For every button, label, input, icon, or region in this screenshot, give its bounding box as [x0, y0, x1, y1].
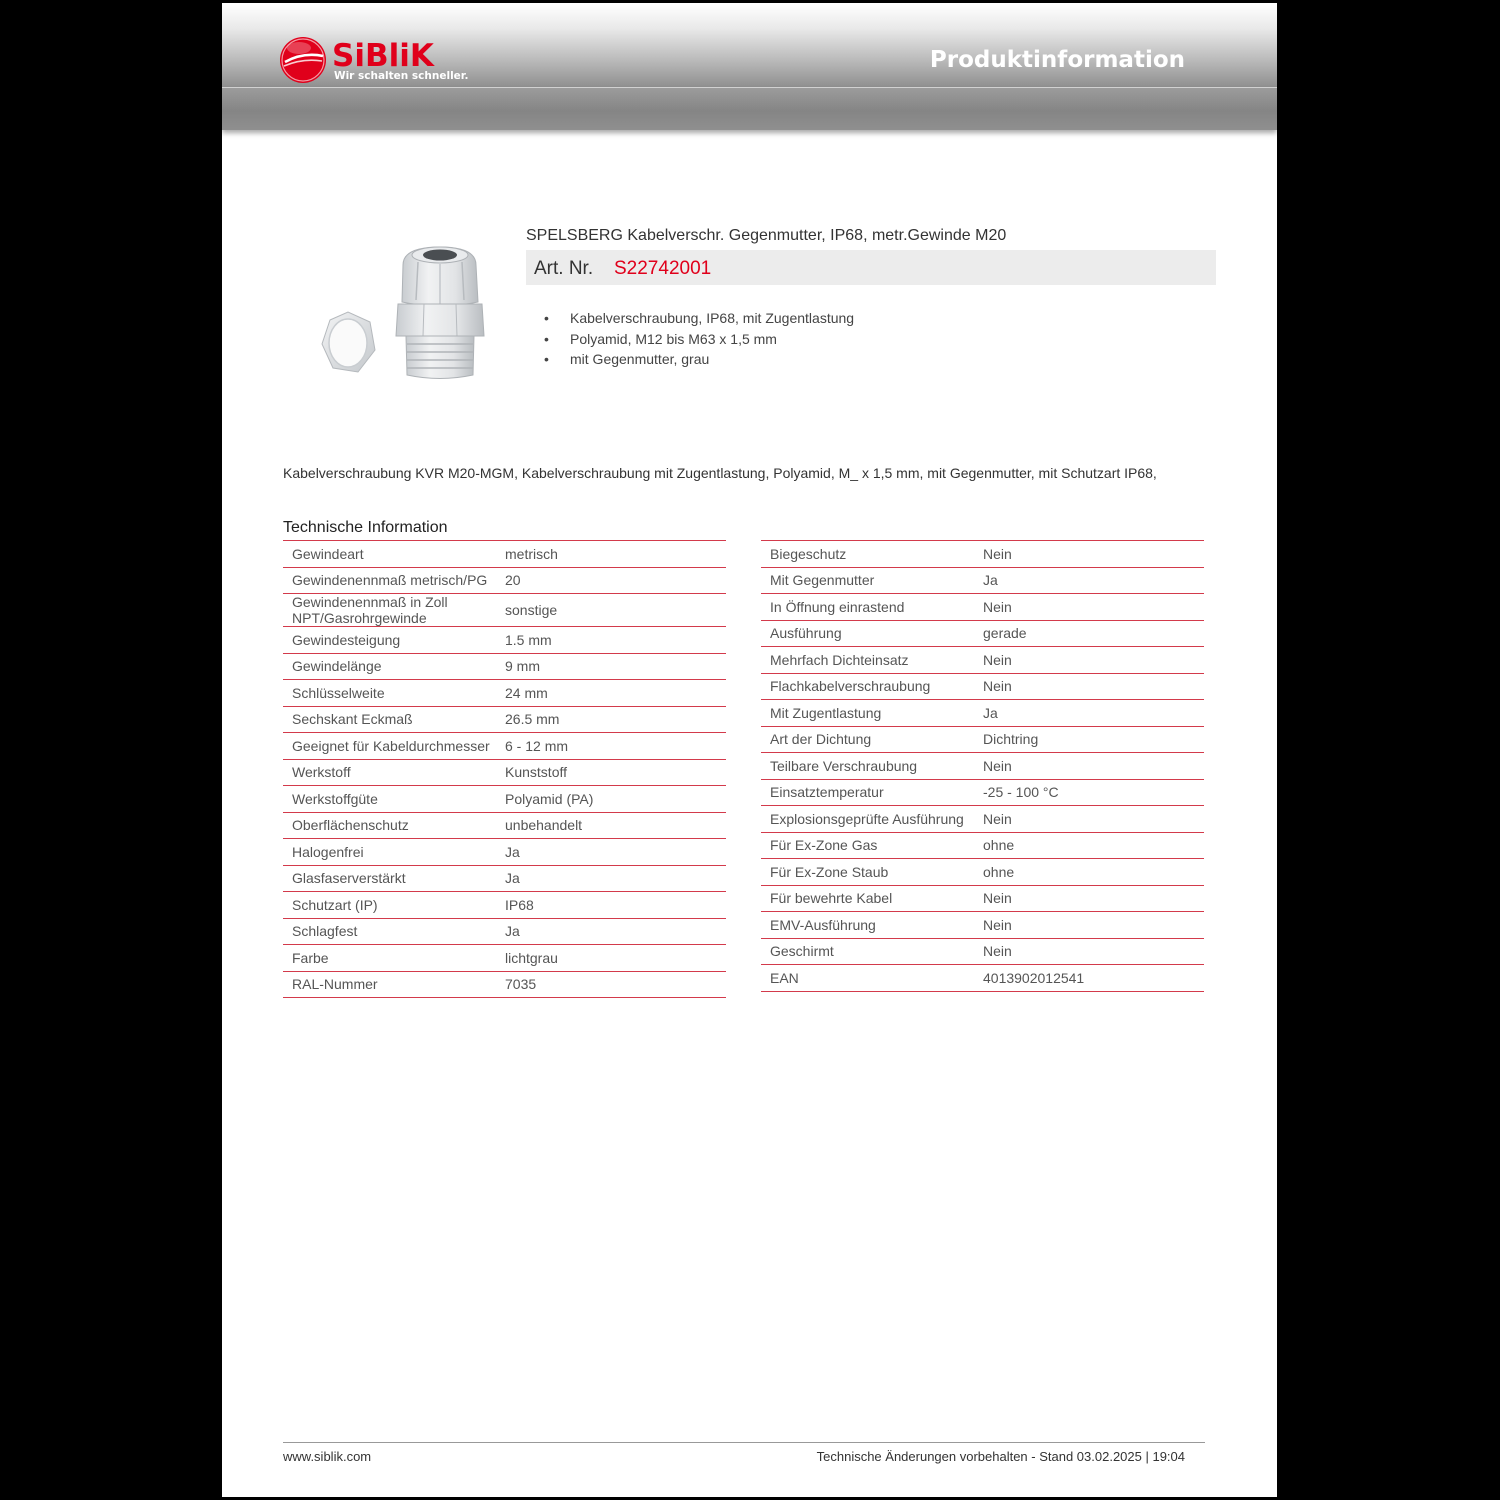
spec-row — [761, 647, 1204, 674]
spec-row — [761, 700, 1204, 727]
spec-row — [283, 972, 726, 999]
spec-label: Werkstoff — [292, 764, 351, 781]
feature-list — [544, 308, 854, 370]
spec-value: Kunststoff — [505, 764, 568, 781]
spec-value: Nein — [983, 810, 1012, 827]
spec-label: Flachkabelverschraubung — [770, 678, 931, 695]
spec-label: Sechskant Eckmaß — [292, 711, 413, 728]
spec-row — [761, 859, 1204, 886]
spec-label: Einsatztemperatur — [770, 784, 884, 801]
spec-label: Werkstoffgüte — [292, 790, 378, 807]
spec-row — [761, 806, 1204, 833]
spec-row — [283, 945, 726, 972]
spec-label: Für bewehrte Kabel — [770, 890, 893, 907]
feature-item: • Kabelverschraubung, IP68, mit Zugentlastung — [544, 308, 854, 329]
spec-row — [283, 866, 726, 893]
spec-label: Gewindesteigung — [292, 631, 401, 648]
spec-row — [283, 541, 726, 568]
spec-label: Biegeschutz — [770, 545, 847, 562]
spec-value: Ja — [983, 704, 998, 721]
spec-row — [761, 833, 1204, 860]
spec-label: EAN — [770, 969, 799, 986]
cable-gland-product-image — [300, 240, 500, 385]
spec-label: Gewindenennmaß metrisch/PG — [292, 572, 488, 589]
spec-row — [283, 594, 726, 627]
spec-row — [283, 839, 726, 866]
spec-value: Nein — [983, 651, 1012, 668]
spec-value: Nein — [983, 678, 1012, 695]
footer-website-link[interactable]: www.siblik.com — [283, 1449, 372, 1464]
spec-value: 20 — [505, 572, 521, 589]
spec-label: Geeignet für Kabeldurchmesser — [292, 737, 490, 754]
spec-value: 4013902012541 — [983, 969, 1085, 986]
spec-row — [283, 892, 726, 919]
siblik-logo-icon — [279, 36, 327, 84]
spec-value: ohne — [983, 863, 1015, 880]
spec-row — [761, 594, 1204, 621]
spec-label: Geschirmt — [770, 943, 834, 960]
spec-value: Ja — [505, 923, 520, 940]
footer-note: Technische Änderungen vorbehalten - Stand 03.02.2025 | 19:04 — [816, 1449, 1185, 1464]
spec-value: IP68 — [505, 896, 534, 913]
footer-divider — [283, 1442, 1205, 1443]
spec-label: Mit Gegenmutter — [770, 572, 875, 589]
header-band — [222, 88, 1277, 130]
feature-item: • Polyamid, M12 bis M63 x 1,5 mm — [544, 329, 854, 350]
spec-label: Mit Zugentlastung — [770, 704, 882, 721]
spec-label: Oberflächenschutz — [292, 817, 409, 834]
spec-label: Explosionsgeprüfte Ausführung — [770, 810, 964, 827]
spec-row — [761, 912, 1204, 939]
spec-label: Halogenfrei — [292, 843, 364, 860]
spec-row — [283, 568, 726, 595]
spec-label: Glasfaserverstärkt — [292, 870, 406, 887]
spec-value: 9 mm — [505, 658, 540, 675]
tech-info-heading: Technische Information — [283, 519, 448, 536]
spec-value: ohne — [983, 837, 1015, 854]
spec-label: Schlagfest — [292, 923, 358, 940]
spec-value: metrisch — [505, 545, 558, 562]
spec-row — [761, 886, 1204, 913]
spec-label: Gewindenennmaß in Zoll NPT/Gasrohrgewinde — [292, 594, 448, 626]
spec-row — [283, 707, 726, 734]
spec-value: 1.5 mm — [505, 631, 552, 648]
spec-row — [283, 627, 726, 654]
article-number-value: S22742001 — [614, 258, 712, 279]
spec-row — [761, 674, 1204, 701]
spec-value: Nein — [983, 916, 1012, 933]
spec-label: Gewindelänge — [292, 658, 382, 675]
spec-row — [761, 753, 1204, 780]
spec-value: Ja — [983, 572, 998, 589]
spec-row — [761, 780, 1204, 807]
spec-label: Farbe — [292, 949, 329, 966]
spec-row — [283, 760, 726, 787]
spec-value: Nein — [983, 757, 1012, 774]
spec-table-left — [283, 540, 726, 998]
spec-row — [761, 939, 1204, 966]
spec-row — [283, 919, 726, 946]
spec-row — [283, 680, 726, 707]
spec-value: gerade — [983, 625, 1027, 642]
logo-slogan: Wir schalten schneller. — [334, 70, 469, 82]
spec-value: 6 - 12 mm — [505, 737, 569, 754]
spec-value: -25 - 100 °C — [983, 784, 1059, 801]
spec-value: Nein — [983, 598, 1012, 615]
spec-row — [761, 541, 1204, 568]
logo-wordmark: SiBliK — [332, 38, 434, 74]
feature-item: • mit Gegenmutter, grau — [544, 349, 854, 370]
spec-label: Art der Dichtung — [770, 731, 872, 748]
spec-value: Ja — [505, 870, 520, 887]
spec-label: Für Ex-Zone Staub — [770, 863, 889, 880]
article-number-bar — [526, 250, 1216, 285]
spec-row — [283, 786, 726, 813]
spec-label: Ausführung — [770, 625, 842, 642]
spec-value: Nein — [983, 545, 1012, 562]
spec-value: Nein — [983, 943, 1012, 960]
spec-value: sonstige — [505, 602, 558, 618]
spec-value: 24 mm — [505, 684, 548, 701]
spec-value: 26.5 mm — [505, 711, 560, 728]
spec-label: Schutzart (IP) — [292, 896, 378, 913]
spec-table-right — [761, 540, 1204, 992]
spec-row — [283, 813, 726, 840]
product-description: Kabelverschraubung KVR M20-MGM, Kabelverschraubung mit Zugentlastung, Polyamid, M_ x 1,5 mm, mit Gegenmutter, mit Schutzart IP68, — [283, 465, 1157, 481]
spec-row — [761, 568, 1204, 595]
spec-label: RAL-Nummer — [292, 976, 378, 993]
spec-value: Polyamid (PA) — [505, 790, 594, 807]
spec-value: Nein — [983, 890, 1012, 907]
spec-row — [283, 733, 726, 760]
spec-value: Ja — [505, 843, 520, 860]
spec-row — [761, 621, 1204, 648]
spec-label: Gewindeart — [292, 545, 364, 562]
page-title: Produktinformation — [929, 47, 1185, 73]
product-title: SPELSBERG Kabelverschr. Gegenmutter, IP68, metr.Gewinde M20 — [526, 227, 1007, 244]
spec-value: 7035 — [505, 976, 537, 993]
spec-row — [761, 727, 1204, 754]
article-number-label: Art. Nr. — [534, 258, 594, 279]
spec-label: EMV-Ausführung — [770, 916, 876, 933]
spec-label: Teilbare Verschraubung — [770, 757, 918, 774]
spec-value: lichtgrau — [505, 949, 558, 966]
spec-value: Dichtring — [983, 731, 1039, 748]
spec-value: unbehandelt — [505, 817, 583, 834]
product-sheet-page — [222, 3, 1277, 1497]
spec-row — [283, 654, 726, 681]
spec-label: Mehrfach Dichteinsatz — [770, 651, 909, 668]
spec-label: In Öffnung einrastend — [770, 598, 905, 615]
spec-label: Für Ex-Zone Gas — [770, 837, 878, 854]
spec-row — [761, 965, 1204, 992]
spec-label: Schlüsselweite — [292, 684, 385, 701]
